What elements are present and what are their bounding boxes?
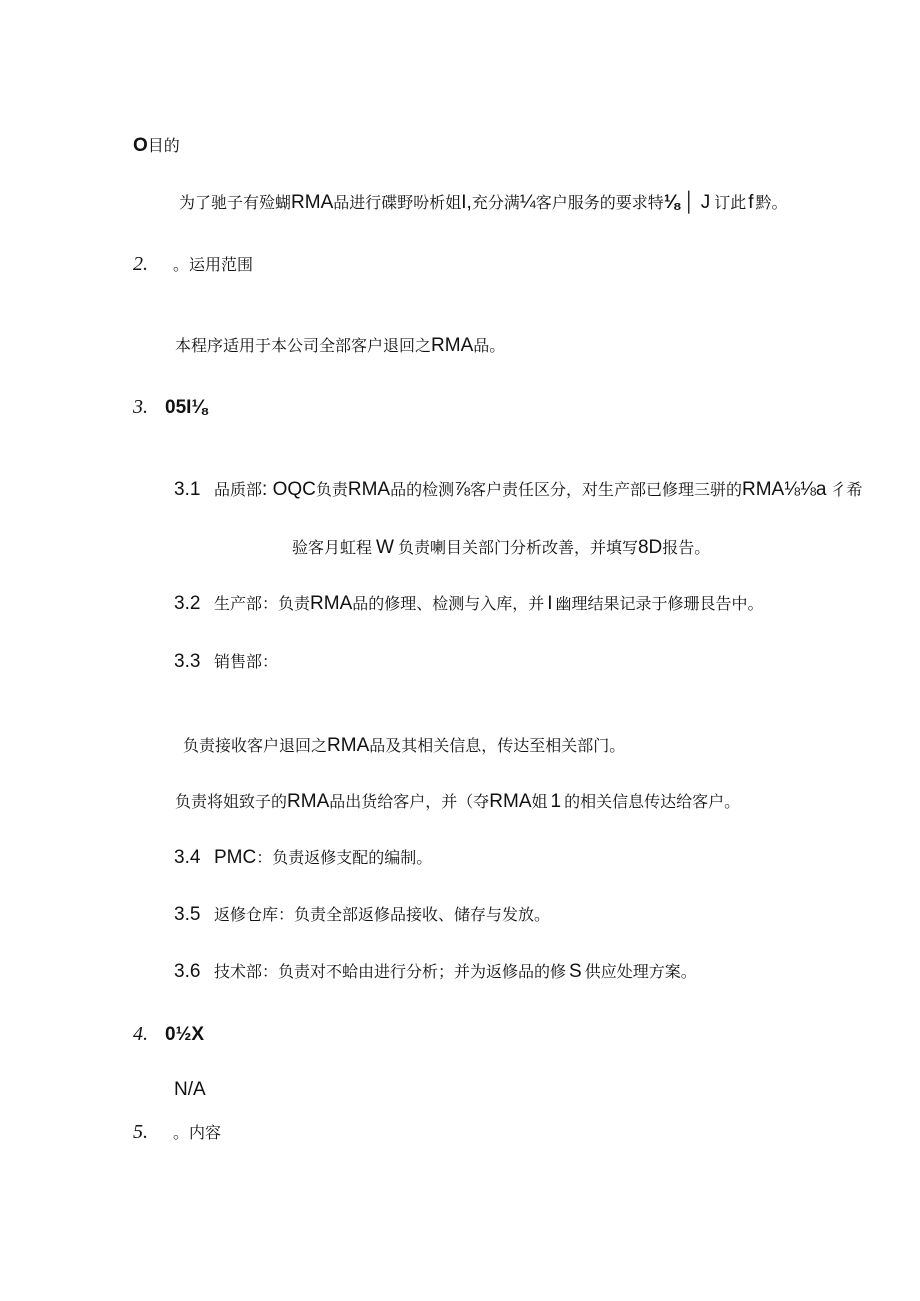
text-run: PMC [214,847,257,868]
section-3-heading [133,397,207,418]
text-run: ：负责返修支配的编制。 [256,848,433,867]
text-run: 品进行碟野吩析姐 [333,193,462,212]
item-3-3 [174,652,278,672]
item-3-5 [174,905,550,925]
sales-duty-2 [175,792,740,812]
text-run: : OQC [262,479,316,500]
text-run: 负责喇目关部门分析改善，并填写 [397,538,638,557]
purpose-paragraph [179,193,788,213]
text-run: 品出货给客户，并（夺 [329,792,490,811]
text-run: 技术部：负责对不蛤由进行分析；并为返修品的修 [214,962,567,981]
section-title: 0½X [165,1024,205,1045]
text-run: S [569,961,582,982]
text-run: RMA [291,192,334,213]
text-run: I, [461,192,472,213]
text-run: 的相关信息传达给客户。 [564,792,741,811]
text-run: 负责 [315,480,348,499]
section-1-heading [133,136,180,156]
text-run: RMA [327,735,370,756]
item-number: 3.6 [174,961,201,982]
text-run: 姐 [531,792,548,811]
text-run: RMA [489,791,532,812]
text-run: f [748,192,754,213]
text-run: W [376,537,394,558]
text-run: 为了驰子有殓蝴 [179,193,292,212]
item-3-6 [174,962,697,982]
section-title: 。内容 [173,1123,222,1142]
text-run: ⅞ [454,479,470,500]
text-run: 充分满 [471,193,520,212]
text-run: 黔。 [755,193,788,212]
section-title: 目的 [147,136,180,155]
text-run: 供应处理方案。 [584,962,697,981]
section-5-heading [133,1122,221,1143]
text-run: RMA [287,791,330,812]
section-number: 5. [133,1121,148,1143]
text-run: ¼ [519,192,536,213]
text-run: RMA [310,593,353,614]
text-run: │ J [683,192,711,213]
text-run: RMA [347,479,391,500]
section-title: 05I⅛ [165,397,208,418]
item-number: 3.3 [174,651,201,672]
text-run: 品质部 [214,480,263,499]
item-3-1-continuation [292,538,710,558]
text-run: 负责接收客户退回之 [183,736,328,755]
definitions-paragraph [174,1080,206,1100]
section-number: 3. [133,396,148,418]
text-run: 销售部： [214,652,279,671]
item-number: 3.5 [174,904,201,925]
item-3-2 [174,594,764,614]
text-run: 1 [550,791,562,812]
text-run: 客户服务的要求特 [535,193,664,212]
section-number: 4. [133,1023,148,1045]
text-run: RMA [431,335,474,356]
section-4-heading [133,1024,204,1045]
text-run: 品及其相关信息，传达至相关部门。 [369,736,626,755]
section-number: 2. [133,253,148,275]
text-run: 彳希 [830,480,863,499]
text-run: 幽理结果记录于修珊艮告中。 [555,594,764,613]
text-run: 负责将姐致子的 [175,792,288,811]
scope-paragraph [175,336,505,356]
section-title: 。运用范围 [173,255,254,274]
text-run: 8D [637,537,663,558]
item-number: 3.1 [174,479,201,500]
text-run: 客户责任区分，对生产部已修理三骈的 [469,480,742,499]
text-run: 品。 [473,336,506,355]
item-number: 3.2 [174,593,201,614]
text-run: ⅛ [663,192,680,213]
text-run: 品的修理、检测与入库，并 [352,594,545,613]
text-run: RMA⅛⅛a [742,479,827,500]
item-3-1 [174,480,863,500]
text-run: 验客月虹程 [292,538,373,557]
text-run: 报告。 [662,538,711,557]
section-number: O [133,135,148,156]
text-run: N/A [174,1079,206,1100]
sales-duty-1 [183,736,625,756]
item-number: 3.4 [174,847,201,868]
text-run: 本程序适用于本公司全部客户退回之 [175,336,432,355]
item-3-4 [174,848,432,868]
text-run: 返修仓库：负责全部返修品接收、储存与发放。 [214,905,551,924]
section-2-heading [133,254,253,275]
text-run: 品的检测 [390,480,455,499]
text-run: 订此 [714,193,747,212]
text-run: 生产部：负责 [214,594,311,613]
text-run: I [547,593,553,614]
